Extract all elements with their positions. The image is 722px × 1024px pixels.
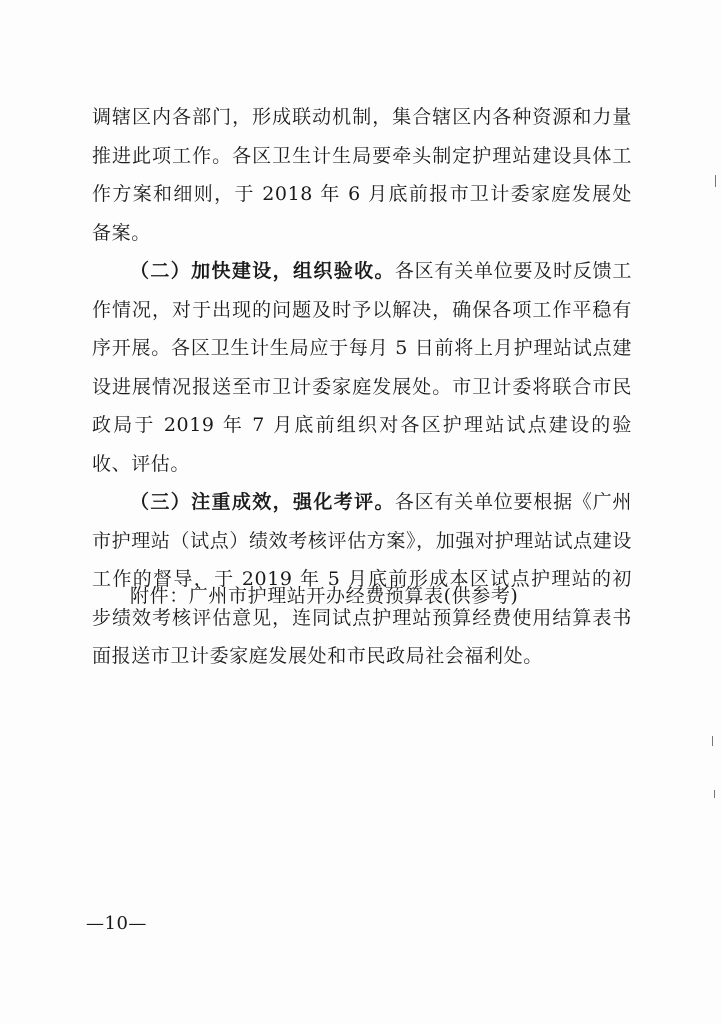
scan-mark — [714, 790, 715, 798]
scan-mark — [712, 736, 713, 746]
section-2-paragraph — [92, 252, 632, 483]
scan-mark — [715, 175, 716, 187]
section-2-heading: （二）加快建设，组织验收。 — [130, 260, 395, 282]
section-3-paragraph — [92, 483, 632, 676]
section-3-heading: （三）注重成效，强化考评。 — [130, 491, 395, 513]
page-number: —10— — [86, 913, 147, 934]
section-2-text: 各区有关单位要及时反馈工作情况，对于出现的问题及时予以解决，确保各项工作平稳有序开展。各区卫生计生局应于每月 5 日前将上月护理站试点建设进展情况报送至市卫计委家庭发展处。市卫计委将联合市民政局于 2019 年 7 月底前组织对各区护理站试点建设的验收、评估。 — [92, 260, 632, 475]
attachment-line: 附件：广州市护理站开办经费预算表(供参考) — [130, 585, 519, 607]
section-3-text: 各区有关单位要根据《广州市护理站（试点）绩效考核评估方案》，加强对护理站试点建设工作的督导，于 2019 年 5 月底前形成本区试点护理站的初步绩效考核评估意见，连同试点护理站预算经费使用结算表书面报送市卫计委家庭发展处和市民政局社会福利处。 — [92, 491, 632, 667]
intro-paragraph: 调辖区内各部门，形成联动机制，集合辖区内各种资源和力量推进此项工作。各区卫生计生局要牵头制定护理站建设具体工作方案和细则，于 2018 年 6 月底前报市卫计委家庭发展处备案。 — [92, 106, 632, 244]
